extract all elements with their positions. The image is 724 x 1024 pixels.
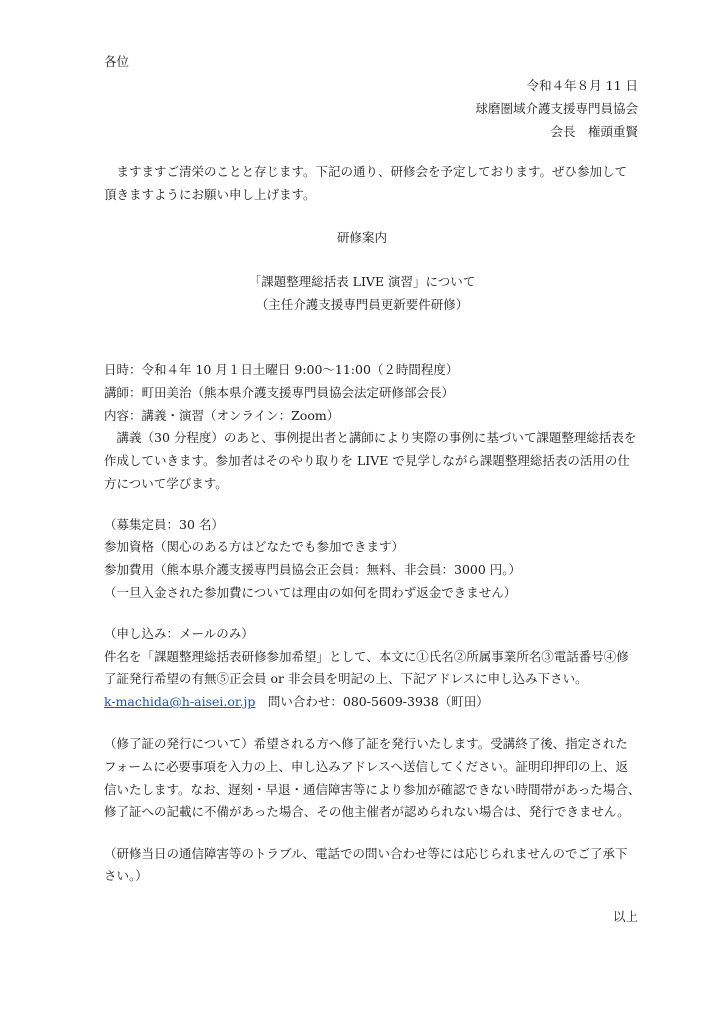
datetime-line: 日時：令和４年 10 月１日土曜日 9:00～11:00（２時間程度） bbox=[104, 362, 459, 377]
eligibility-line: 参加資格（関心のある方はどなたでも参加できます） bbox=[104, 539, 405, 554]
document-date: 令和４年８月 11 日 bbox=[526, 78, 638, 93]
certificate-line-2: フォームに必要事項を入力の上、申し込みアドレスへ送信してください。証明印押印の上、返 bbox=[104, 759, 629, 774]
application-line-1: 件名を「課題整理総括表研修参加希望」として、本文に①氏名②所属事業所名③電話番号④修 bbox=[104, 649, 629, 664]
capacity-line: （募集定員：30 名） bbox=[104, 517, 224, 532]
sender-name: 会長 権頭重賢 bbox=[550, 124, 638, 139]
content-line: 内容：講義・演習（オンライン：Zoom） bbox=[104, 408, 340, 423]
notice-line-2: さい。） bbox=[104, 868, 148, 883]
addressee: 各位 bbox=[104, 54, 130, 69]
training-title: 「課題整理総括表 LIVE 演習」について bbox=[248, 274, 476, 289]
description-line-3: 方について学びます。 bbox=[104, 476, 228, 491]
application-heading: （申し込み：メールのみ） bbox=[104, 626, 254, 641]
certificate-line-4: 修了証への記載に不備があった場合、その他主催者が認められない場合は、発行できません。 bbox=[104, 804, 630, 819]
email-link[interactable]: k-machida@h-aisei.or.jp bbox=[104, 694, 256, 709]
notice-line-1: （研修当日の通信障害等のトラブル、電話での問い合わせ等には応じられませんのでご了承下 bbox=[104, 846, 628, 861]
contact-line bbox=[104, 696, 489, 709]
greeting-line-2: 頂きますようにお願い申し上げます。 bbox=[104, 187, 316, 202]
sender-organization: 球磨圏域介護支援専門員協会 bbox=[475, 101, 638, 116]
contact-phone: 問い合わせ：080-5609-3938（町田） bbox=[255, 694, 489, 709]
training-subtitle: （主任介護支援専門員更新要件研修） bbox=[255, 297, 469, 312]
description-line-1: 講義（30 分程度）のあと、事例提出者と講師により実際の事例に基づいて課題整理総括表を bbox=[104, 430, 637, 445]
description-line-2: 作成していきます。参加者はそのやり取りを LIVE で見学しながら課題整理総括表の活用の仕 bbox=[104, 453, 630, 468]
application-line-2: 了証発行希望の有無⑤正会員 or 非会員を明記の上、下記アドレスに申し込み下さい。 bbox=[104, 671, 588, 686]
certificate-line-3: 信いたします。なお、遅刻・早退・通信障害等により参加が確認できない時間帯があった場合、 bbox=[104, 782, 641, 797]
refund-line: （一旦入金された参加費については理由の如何を問わず返金できません） bbox=[104, 585, 517, 600]
greeting-line-1: ますますご清栄のことと存じます。下記の通り、研修会を予定しております。ぜひ参加して bbox=[104, 164, 628, 179]
closing-text: 以上 bbox=[612, 909, 638, 924]
certificate-line-1: （修了証の発行について）希望される方へ修了証を発行いたします。受講終了後、指定された bbox=[104, 736, 628, 751]
lecturer-line: 講師：町田美治（熊本県介護支援専門員協会法定研修部会長） bbox=[104, 385, 455, 400]
section-heading: 研修案内 bbox=[336, 230, 387, 245]
fee-line: 参加費用（熊本県介護支援専門員協会正会員：無料、非会員：3000 円。） bbox=[104, 562, 522, 577]
